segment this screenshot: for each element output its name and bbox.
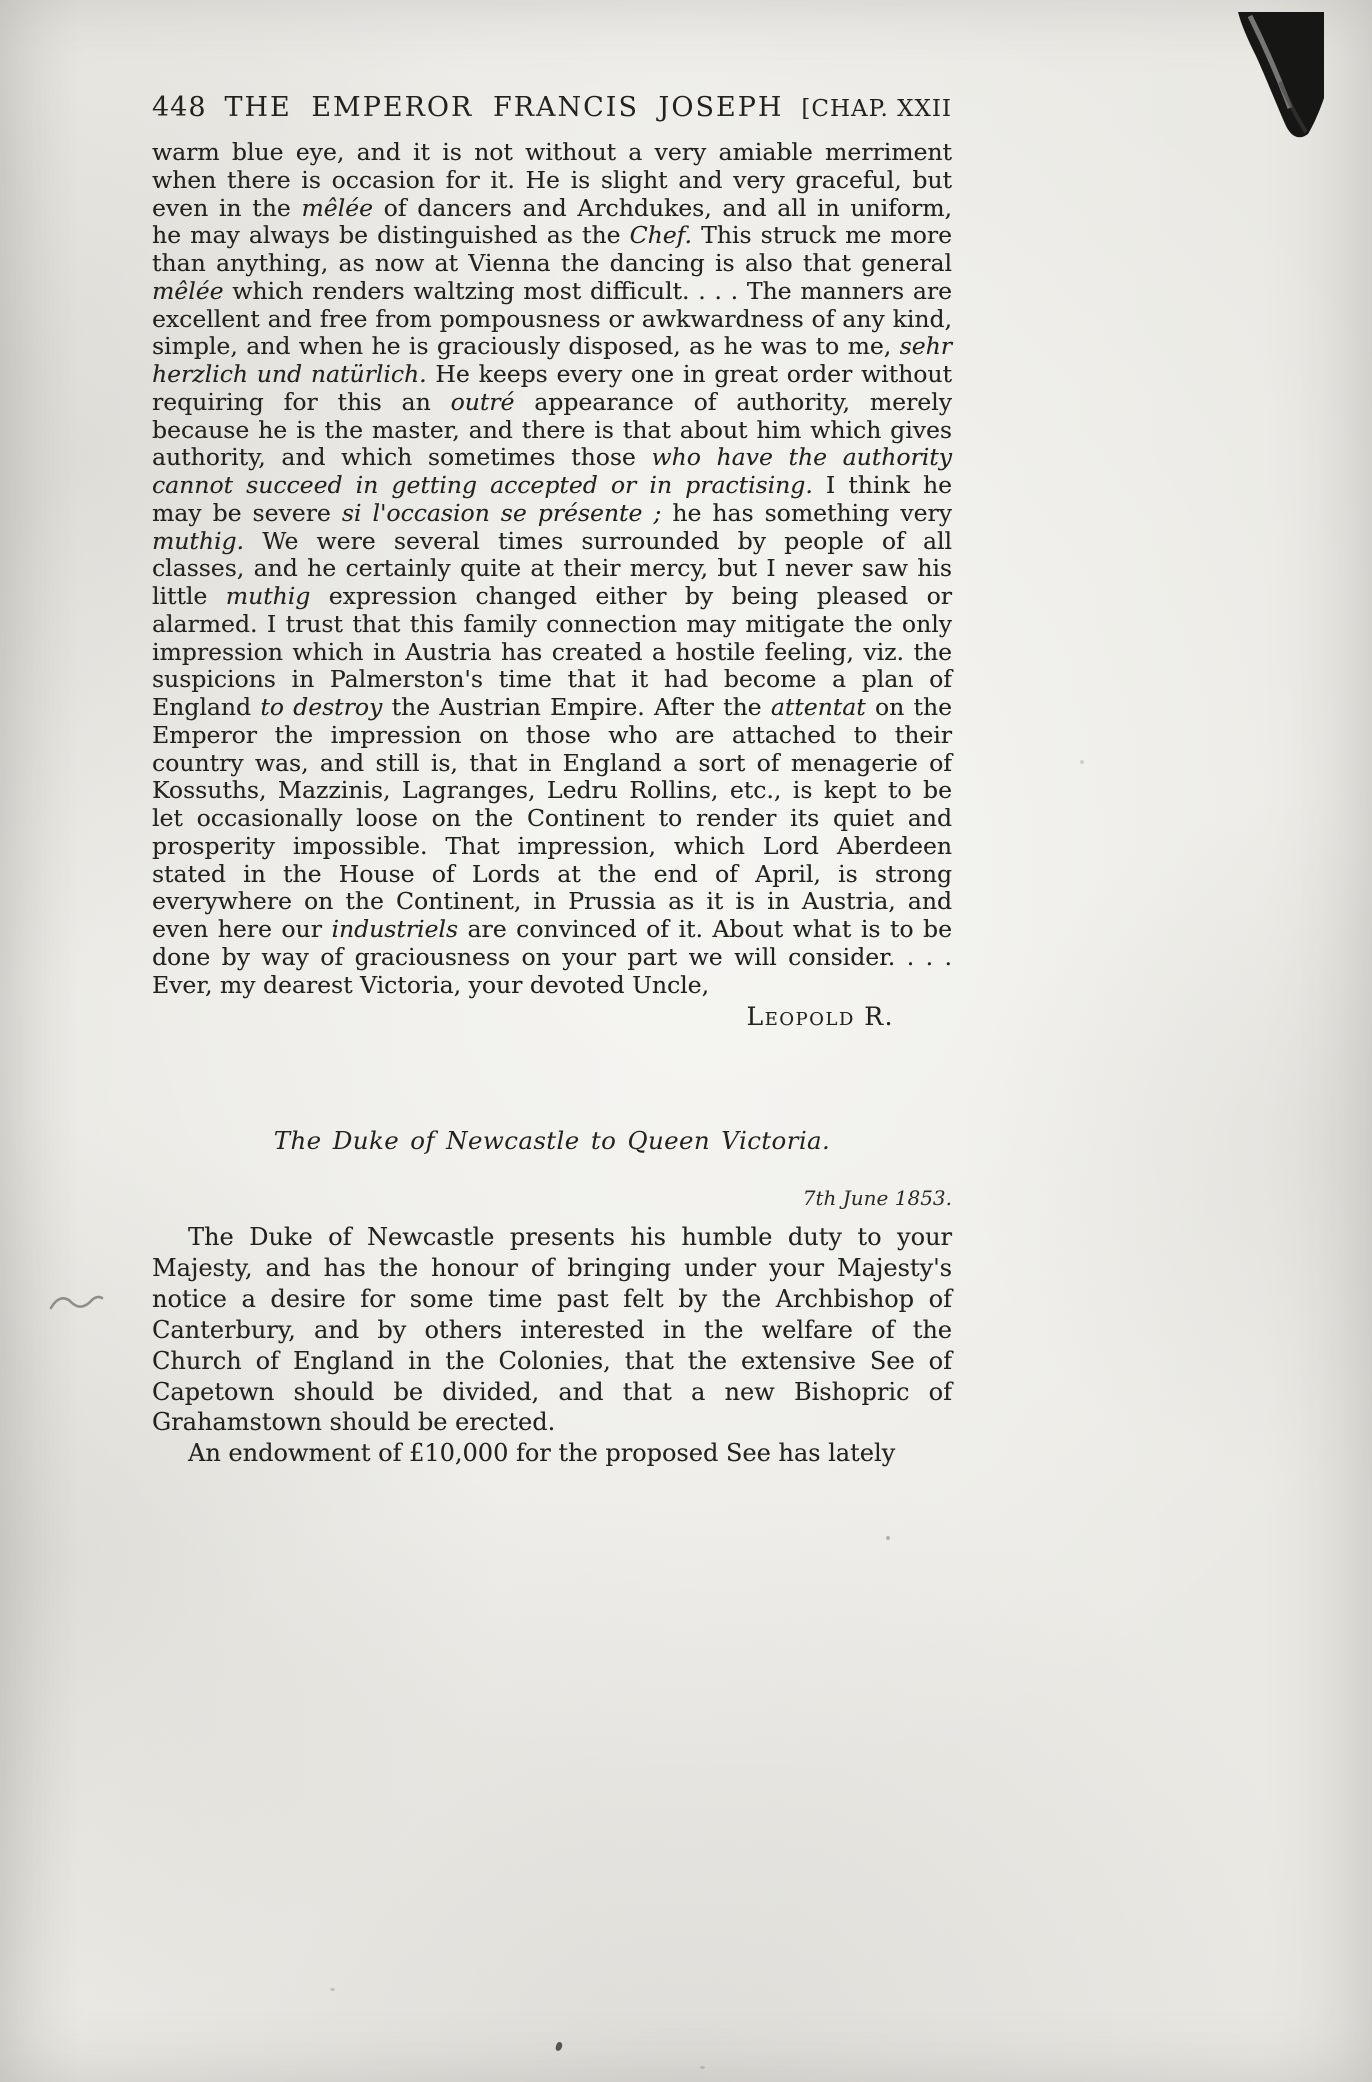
- letter-heading: The Duke of Newcastle to Queen Victoria.: [273, 1126, 831, 1155]
- pencil-squiggle: [48, 1288, 104, 1322]
- chapter-marker: [CHAP. XXII: [801, 96, 952, 122]
- scan-speck: [886, 1536, 890, 1540]
- scan-speck: [330, 1988, 335, 1991]
- running-title: THE EMPEROR FRANCIS JOSEPH: [224, 92, 784, 123]
- scan-speck: [1080, 760, 1084, 764]
- page-header: [152, 92, 952, 123]
- letter-paragraph: The Duke of Newcastle presents his humble duty to your Majesty, and has the honour of bringing under your Majesty's notice a desire for some time past felt by the Archbishop of Canterbury, and by others interested in the welfare of the Church of England in the Colonies, that the extensive See of Capetown should be divided, and that a new Bishopric of Grahamstown should be erected.: [152, 1223, 952, 1437]
- page-number: 448: [152, 92, 207, 123]
- letter-paragraph: warm blue eye, and it is not without a very amiable merriment when there is occasion for it. He is slight and very graceful, but even in the mêlée of dancers and Archdukes, and all in uniform, he may always be distinguished as the Chef. This struck me more than anything, as now at Vienna the dancing is also that general mêlée which renders waltzing most difficult. . . . The manners are excellent and free from pompousness or awkwardness of any kind, simple, and when he is graciously disposed, as he was to me, sehr herzlich und natürlich. He keeps every one in great order without requiring for this an outré appearance of authority, merely because he is the master, and there is that about him which gives authority, and which sometimes those who have the authority cannot succeed in getting accepted or in practising. I think he may be severe si l'occasion se présente ; he has something very muthig. We were several times surrounded by people of all classes, and he certainly quite at their mercy, but I never saw his little muthig expression changed either by being pleased or alarmed. I trust that this family connection may mitigate the only impression which in Austria has created a hostile feeling, viz. the suspicions in Palmerston's time that it had become a plan of England to destroy the Austrian Empire. After the attentat on the Emperor the impression on those who are attached to their country was, and still is, that in England a sort of menagerie of Kossuths, Mazzinis, Lagranges, Ledru Rollins, etc., is kept to be let occasionally loose on the Continent to render its quiet and prosperity impossible. That impression, which Lord Aberdeen stated in the House of Lords at the end of April, is strong everywhere on the Continent, in Prussia as it is in Austria, and even here our industriels are convinced of it. About what is to be done by way of graciousness on your part we will consider. . . . Ever, my dearest Victoria, your devoted Uncle,: [152, 138, 953, 999]
- letter-leopold: [152, 139, 952, 1031]
- letter-date: 7th June 1853.: [802, 1186, 952, 1210]
- scan-speck: [700, 2066, 705, 2069]
- letter-paragraph: An endowment of £10,000 for the proposed See has lately: [188, 1439, 896, 1468]
- scan-speck: [555, 2041, 563, 2051]
- ink-smudge: [1230, 12, 1324, 140]
- letter-newcastle: [152, 1222, 952, 1469]
- letter-signature: Leopold R.: [746, 1002, 894, 1032]
